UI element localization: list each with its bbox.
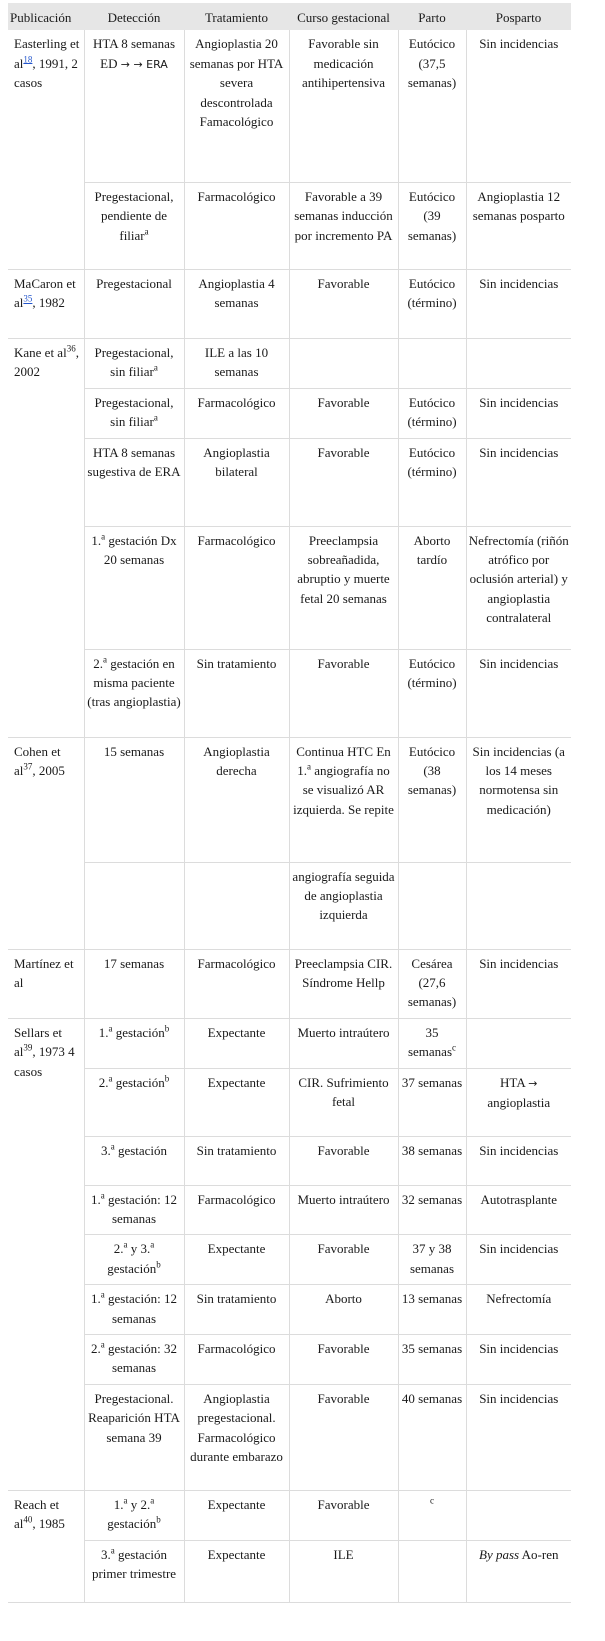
postpartum-cell: Sin incidencias [466,388,571,438]
detection-cell: Pregestacional. Reaparición HTA semana 39 [84,1384,184,1490]
table-row [8,862,571,949]
course-cell: Favorable [289,649,398,737]
table-row [8,1490,571,1540]
table-row [8,1018,571,1068]
postpartum-cell [466,1490,571,1540]
detection-cell: 17 semanas [84,949,184,1018]
detection-cell: 2.$^a$ gestación en misma paciente (tras angioplastia) [84,649,184,737]
postpartum-cell: Sin incidencias [466,1335,571,1385]
header-tratamiento: Tratamiento [184,3,289,30]
detection-cell: Pregestacional [84,269,184,338]
table-row [8,1235,571,1285]
course-cell: Favorable [289,1384,398,1490]
course-cell: Favorable [289,388,398,438]
treatment-cell: Farmacológico [184,1335,289,1385]
course-cell: Favorable a 39 semanas inducción por incremento PA [289,182,398,269]
delivery-cell: 35 semanas$^c$ [398,1018,466,1068]
course-cell: CIR. Sufrimiento fetal [289,1068,398,1136]
postpartum-cell: By pass Ao-ren [466,1540,571,1602]
delivery-cell: Aborto tardío [398,526,466,649]
delivery-cell: Cesárea (27,6 semanas) [398,949,466,1018]
course-cell: Favorable sin medicación antihipertensiva [289,30,398,182]
reference-link[interactable]: 35 [23,293,33,304]
postpartum-cell: Autotrasplante [466,1185,571,1235]
course-cell: Favorable [289,1490,398,1540]
course-cell: Muerto intraútero [289,1018,398,1068]
treatment-cell: Farmacológico [184,388,289,438]
delivery-cell: Eutócico (término) [398,269,466,338]
header-deteccion: Detección [84,3,184,30]
table-row [8,1185,571,1235]
postpartum-cell: Angioplastia 12 semanas posparto [466,182,571,269]
publication-cell: Sellars et $al^{39}$, 1973 4 casos [8,1018,84,1490]
detection-cell: Pregestacional, sin filiar$^a$ [84,388,184,438]
detection-cell: 3.$^a$ gestación primer trimestre [84,1540,184,1602]
postpartum-cell: Sin incidencias [466,1136,571,1185]
delivery-cell: Eutócico (38 semanas) [398,737,466,862]
postpartum-cell: Sin incidencias [466,438,571,526]
delivery-cell: Eutócico (término) [398,388,466,438]
treatment-cell [184,862,289,949]
course-cell: Favorable [289,1136,398,1185]
course-cell: Favorable [289,269,398,338]
delivery-cell [398,338,466,388]
treatment-cell: Farmacológico [184,949,289,1018]
table-row [8,269,571,338]
delivery-cell: 38 semanas [398,1136,466,1185]
reference-link[interactable]: 18 [23,54,33,65]
treatment-cell: Farmacológico [184,182,289,269]
course-cell: Preeclampsia CIR. Síndrome Hellp [289,949,398,1018]
treatment-cell: Farmacológico [184,1185,289,1235]
detection-cell [84,862,184,949]
postpartum-cell: Sin incidencias [466,1235,571,1285]
table-row [8,182,571,269]
postpartum-cell: Sin incidencias [466,269,571,338]
delivery-cell: Eutócico (39 semanas) [398,182,466,269]
delivery-cell: 40 semanas [398,1384,466,1490]
delivery-cell [398,862,466,949]
delivery-cell [398,1540,466,1602]
publication-cell: Kane et $al^{36}$, 2002 [8,338,84,737]
delivery-cell: 37 y 38 semanas [398,1235,466,1285]
detection-cell: 1.$^a$ gestación Dx 20 semanas [84,526,184,649]
detection-cell: 15 semanas [84,737,184,862]
table-header-row [8,3,571,30]
postpartum-cell: Nefrectomía (riñón atrófico por oclusión arterial) y angioplastia contralateral [466,526,571,649]
course-cell: angiografía seguida de angioplastia izquierda [289,862,398,949]
treatment-cell: Expectante [184,1490,289,1540]
postpartum-cell: Nefrectomía [466,1285,571,1335]
delivery-cell: c [398,1490,466,1540]
delivery-cell: Eutócico (término) [398,438,466,526]
table-row [8,649,571,737]
publication-cell: Reach et $al^{40}$, 1985 [8,1490,84,1602]
table-row [8,1540,571,1602]
treatment-cell: Sin tratamiento [184,1285,289,1335]
table-row [8,438,571,526]
delivery-cell: Eutócico (37,5 semanas) [398,30,466,182]
detection-cell: Pregestacional, sin filiar$^a$ [84,338,184,388]
treatment-cell: Angioplastia 20 semanas por HTA severa descontrolada Famacológico [184,30,289,182]
publication-cell: Easterling et $al^{18}$, 1991, 2 casos [8,30,84,269]
course-cell: Favorable [289,1335,398,1385]
detection-cell: Pregestacional, pendiente de filiar$^a$ [84,182,184,269]
detection-cell: HTA 8 semanas sugestiva de ERA [84,438,184,526]
detection-cell: 1.$^a$ gestación$^b$ [84,1018,184,1068]
table-wrapper [8,3,571,1603]
treatment-cell: Angioplastia pregestacional. Farmacológico durante embarazo [184,1384,289,1490]
header-publicacion: Publicación [8,3,84,30]
table-row [8,1068,571,1136]
table-row [8,1136,571,1185]
detection-cell: 2.$^a$ gestación$^b$ [84,1068,184,1136]
delivery-cell: 35 semanas [398,1335,466,1385]
course-cell: Preeclampsia sobreañadida, abruptio y muerte fetal 20 semanas [289,526,398,649]
treatment-cell: Expectante [184,1068,289,1136]
treatment-cell: Angioplastia derecha [184,737,289,862]
detection-cell: 2.$^a$ gestación: 32 semanas [84,1335,184,1385]
detection-cell: 3.$^a$ gestación [84,1136,184,1185]
postpartum-cell [466,1018,571,1068]
treatment-cell: Angioplastia 4 semanas [184,269,289,338]
treatment-cell: Sin tratamiento [184,1136,289,1185]
publication-cell: MaCaron et $al^{35}$, 1982 [8,269,84,338]
course-cell: ILE [289,1540,398,1602]
delivery-cell: 37 semanas [398,1068,466,1136]
postpartum-cell: Sin incidencias (a los 14 meses normotensa sin medicación) [466,737,571,862]
postpartum-cell: HTA → angioplastia [466,1068,571,1136]
course-cell: Favorable [289,438,398,526]
course-cell: Favorable [289,1235,398,1285]
right-arrow-icon: → [528,1076,538,1090]
header-curso-gestacional: Curso gestacional [289,3,398,30]
delivery-cell: 32 semanas [398,1185,466,1235]
course-cell [289,338,398,388]
table-row [8,526,571,649]
postpartum-cell: Sin incidencias [466,949,571,1018]
delivery-cell: Eutócico (término) [398,649,466,737]
detection-cell: HTA 8 semanas ED → → ERA [84,30,184,182]
detection-cell: 1.$^a$ gestación: 12 semanas [84,1185,184,1235]
postpartum-cell: Sin incidencias [466,649,571,737]
detection-cell: 1.$^a$ y 2.$^a$ gestación$^b$ [84,1490,184,1540]
delivery-cell: 13 semanas [398,1285,466,1335]
table-row [8,737,571,862]
course-cell: Aborto [289,1285,398,1335]
treatment-cell: Expectante [184,1235,289,1285]
treatment-cell: Sin tratamiento [184,649,289,737]
table-row [8,30,571,182]
header-parto: Parto [398,3,466,30]
table-row [8,388,571,438]
table-row [8,1384,571,1490]
detection-cell: 2.$^a$ y 3.$^a$ gestación$^b$ [84,1235,184,1285]
treatment-cell: Farmacológico [184,526,289,649]
postpartum-cell: Sin incidencias [466,1384,571,1490]
detection-cell: 1.$^a$ gestación: 12 semanas [84,1285,184,1335]
publication-cell: Martínez et al [8,949,84,1018]
treatment-cell: ILE a las 10 semanas [184,338,289,388]
table-row [8,338,571,388]
treatment-cell: Expectante [184,1540,289,1602]
table-row [8,949,571,1018]
table-row [8,1285,571,1335]
clinical-cases-table [8,3,571,1603]
course-cell: Continua HTC En 1.$^a$ angiografía no se visualizó AR izquierda. Se repite [289,737,398,862]
course-cell: Muerto intraútero [289,1185,398,1235]
postpartum-cell [466,862,571,949]
postpartum-cell [466,338,571,388]
header-posparto: Posparto [466,3,571,30]
table-row [8,1335,571,1385]
publication-cell: Cohen et $al^{37}$, 2005 [8,737,84,949]
postpartum-cell: Sin incidencias [466,30,571,182]
treatment-cell: Angioplastia bilateral [184,438,289,526]
treatment-cell: Expectante [184,1018,289,1068]
